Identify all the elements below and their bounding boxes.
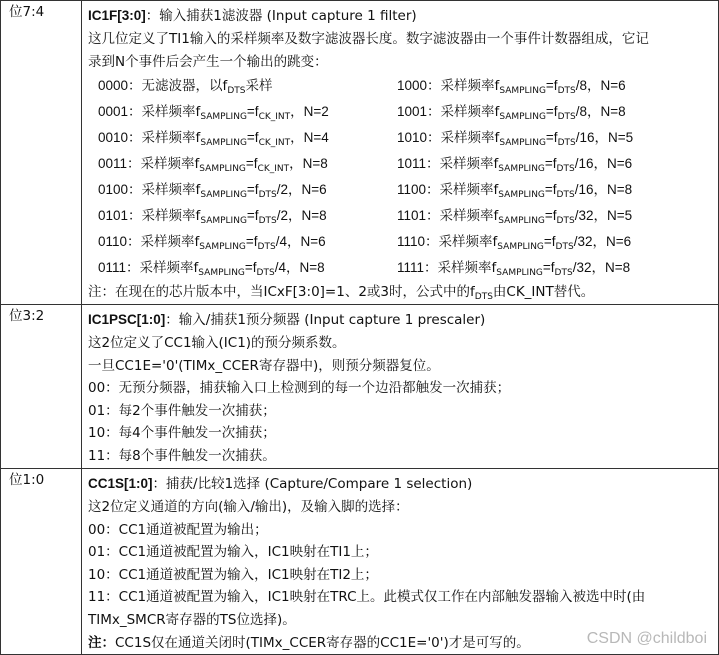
filter-text: =f — [545, 104, 558, 120]
filter-row — [88, 177, 712, 203]
filter-text: 采样频率f — [440, 104, 500, 121]
filter-code: 0010： — [98, 130, 142, 146]
filter-text: =f — [543, 234, 556, 250]
clock-subscript: DTS — [257, 242, 276, 253]
note-label: 注： — [88, 634, 115, 651]
filter-text: =f — [544, 208, 557, 224]
filter-row — [88, 255, 712, 281]
desc-line: 01：每2个事件触发一次捕获； — [88, 402, 276, 419]
filter-text: 采样频率f — [139, 260, 199, 277]
field-title-text: ：捕获/比较1选择 (Capture/Compare 1 selection) — [152, 476, 473, 492]
filter-text: 采样频率f — [140, 156, 200, 173]
filter-divider: /16 — [574, 156, 594, 172]
filter-row — [88, 99, 712, 125]
filter-text: 无滤波器，以f — [141, 78, 228, 95]
filter-code: 1101： — [397, 208, 440, 224]
filter-n: ，N=5 — [593, 208, 633, 224]
note-subscript: DTS — [474, 292, 493, 303]
filter-code: 1111： — [397, 260, 438, 276]
desc-line: 10：CC1通道被配置为输入，IC1映射在TI2上； — [88, 566, 378, 583]
filter-n: ，N=8 — [289, 156, 328, 172]
filter-code: 1001： — [397, 104, 441, 120]
filter-n: ，N=5 — [594, 130, 634, 146]
filter-code: 0100： — [98, 182, 142, 198]
clock-subscript: SAMPLING — [496, 268, 543, 279]
bit-range-label: 位1:0 — [9, 472, 45, 488]
clock-subscript: SAMPLING — [200, 112, 247, 123]
filter-text: =f — [246, 104, 259, 120]
clock-subscript: SAMPLING — [498, 190, 545, 201]
clock-subscript: SAMPLING — [199, 242, 246, 253]
filter-n: ，N=6 — [592, 234, 632, 250]
filter-option — [397, 99, 626, 125]
filter-option — [98, 99, 329, 125]
filter-text: =f — [246, 208, 259, 224]
filter-text: 采样频率f — [439, 156, 499, 173]
filter-n: ，N=8 — [593, 182, 633, 198]
desc-line: 11：CC1通道被配置为输入，IC1映射在TRC上。此模式仅工作在内部触发器输入被选中时(由 — [88, 589, 646, 606]
clock-subscript: DTS — [556, 164, 575, 175]
filter-code: 1100： — [397, 182, 440, 198]
filter-option — [98, 125, 329, 151]
filter-option — [397, 203, 632, 229]
filter-n: ，N=8 — [285, 260, 325, 276]
filter-text: 采样频率f — [438, 234, 498, 251]
bit-range-label: 位3:2 — [9, 308, 45, 324]
filter-row — [88, 203, 712, 229]
filter-text: 采样频率f — [141, 104, 201, 121]
filter-text: =f — [544, 182, 557, 198]
filter-n: ，N=6 — [586, 78, 626, 94]
filter-option — [397, 151, 632, 177]
row-ic1f — [1, 1, 719, 305]
clock-subscript: DTS — [556, 216, 575, 227]
filter-code: 1010： — [397, 130, 441, 146]
desc-line: 10：每4个事件触发一次捕获； — [88, 425, 276, 442]
filter-option — [397, 229, 631, 255]
bit-range-label: 位7:4 — [9, 4, 45, 20]
filter-code: 0000： — [98, 78, 142, 94]
clock-subscript: DTS — [227, 86, 246, 97]
filter-text: 采样频率f — [141, 182, 201, 199]
field-name: IC1F[3:0] — [88, 8, 146, 23]
filter-divider: /32 — [573, 234, 593, 250]
filter-divider: /32 — [572, 260, 592, 276]
filter-text: 采样频率f — [439, 182, 499, 199]
clock-subscript: SAMPLING — [497, 242, 544, 253]
filter-divider: /4 — [274, 260, 286, 276]
filter-divider: /2 — [276, 182, 288, 198]
desc-line: 01：CC1通道被配置为输入，IC1映射在TI1上； — [88, 544, 378, 561]
filter-option — [397, 73, 626, 99]
clock-subscript: SAMPLING — [499, 138, 546, 149]
clock-subscript: CK_INT — [258, 138, 291, 149]
filter-text: =f — [545, 78, 558, 94]
desc-line: 11：每8个事件触发一次捕获。 — [88, 447, 276, 464]
clock-subscript: DTS — [557, 86, 576, 97]
watermark: CSDN @childboi — [586, 630, 707, 647]
filter-text: =f — [245, 234, 258, 250]
filter-option — [397, 125, 633, 151]
field-title-text: ：输入捕获1滤波器 (Input capture 1 filter) — [145, 8, 417, 24]
desc-line: 这2位定义了CC1输入(IC1)的预分频系数。 — [88, 335, 346, 351]
clock-subscript: DTS — [555, 242, 574, 253]
row-ic1psc — [1, 305, 719, 469]
filter-row — [88, 151, 712, 177]
clock-subscript: DTS — [258, 216, 277, 227]
row-cc1s — [1, 469, 719, 655]
desc-line: 一旦CC1E='0'(TIMx_CCER寄存器中)，则预分频器复位。 — [88, 357, 440, 374]
filter-option — [397, 255, 630, 281]
clock-subscript: CK_INT — [258, 112, 291, 123]
filter-code: 1000： — [397, 78, 441, 94]
filter-code: 0001： — [98, 104, 142, 120]
filter-text: 采样频率f — [440, 78, 500, 95]
filter-divider: /32 — [574, 208, 594, 224]
clock-subscript: CK_INT — [257, 164, 290, 175]
filter-divider: /8 — [575, 104, 587, 120]
filter-row — [88, 73, 712, 99]
desc-line: 00：无预分频器，捕获输入口上检测到的每一个边沿都触发一次捕获； — [88, 380, 511, 397]
filter-divider: /4 — [275, 234, 287, 250]
filter-option — [98, 73, 272, 99]
field-name: IC1PSC[1:0] — [88, 312, 166, 327]
filter-divider: /2 — [276, 208, 288, 224]
clock-subscript: SAMPLING — [199, 164, 246, 175]
filter-text: 采样频率f — [439, 208, 499, 225]
filter-n: ，N=2 — [290, 104, 329, 120]
filter-n: ，N=8 — [287, 208, 327, 224]
filter-text: =f — [244, 260, 257, 276]
filter-text: =f — [545, 130, 558, 146]
clock-subscript: SAMPLING — [498, 164, 545, 175]
filter-text: 采样频率f — [437, 260, 497, 277]
note-line — [88, 281, 712, 304]
filter-n: ，N=8 — [591, 260, 631, 276]
clock-subscript: SAMPLING — [198, 268, 245, 279]
clock-subscript: SAMPLING — [200, 216, 247, 227]
field-name: CC1S[1:0] — [88, 476, 153, 491]
note-text: 由CK_INT替代。 — [492, 284, 595, 301]
filter-option — [98, 177, 327, 203]
note-text: 注：在现在的芯片版本中，当ICxF[3:0]=1、2或3时，公式中的f — [88, 284, 475, 301]
filter-n: ，N=6 — [286, 234, 326, 250]
clock-subscript: DTS — [258, 190, 277, 201]
filter-divider: /16 — [575, 130, 595, 146]
desc-line: 这2位定义通道的方向(输入/输出)，及输入脚的选择： — [88, 499, 409, 515]
filter-text: 采样频率f — [440, 130, 500, 147]
filter-text: =f — [542, 260, 555, 276]
filter-option — [98, 203, 327, 229]
filter-code: 1110： — [397, 234, 439, 250]
filter-n: ，N=8 — [586, 104, 626, 120]
desc-line: TIMx_SMCR寄存器的TS位选择)。 — [88, 611, 296, 628]
field-title — [88, 474, 712, 496]
clock-subscript: SAMPLING — [498, 216, 545, 227]
filter-n: ，N=6 — [593, 156, 633, 172]
field-title — [88, 6, 712, 28]
note-text: CC1S仅在通道关闭时(TIMx_CCER寄存器的CC1E='0')才是可写的。 — [115, 634, 530, 651]
filter-text: 采样频率f — [141, 208, 201, 225]
filter-option — [98, 229, 326, 255]
filter-code: 0101： — [98, 208, 142, 224]
field-title — [88, 310, 712, 332]
intro-line: 这几位定义了TI1输入的采样频率及数字滤波器长度。数字滤波器由一个事件计数器组成，它记 — [88, 31, 649, 47]
clock-subscript: DTS — [556, 190, 575, 201]
filter-code: 0011： — [98, 156, 141, 172]
filter-option — [98, 255, 325, 281]
filter-option — [397, 177, 632, 203]
field-title-text: ：输入/捕获1预分频器 (Input capture 1 prescaler) — [165, 312, 486, 328]
filter-code: 0111： — [98, 260, 140, 276]
filter-text: 采样频率f — [140, 234, 200, 251]
filter-divider: /8 — [575, 78, 587, 94]
filter-code: 1011： — [397, 156, 440, 172]
filter-row — [88, 125, 712, 151]
intro-line: 录到N个事件后会产生一个输出的跳变： — [88, 53, 328, 70]
clock-subscript: DTS — [557, 138, 576, 149]
filter-text: 采样频率f — [141, 130, 201, 147]
desc-line: 00：CC1通道被配置为输出； — [88, 521, 268, 538]
filter-code: 0110： — [98, 234, 141, 250]
clock-subscript: SAMPLING — [499, 112, 546, 123]
filter-text: =f — [544, 156, 557, 172]
filter-n: ，N=6 — [287, 182, 327, 198]
filter-row — [88, 229, 712, 255]
filter-text: =f — [246, 182, 259, 198]
filter-text: =f — [246, 130, 259, 146]
filter-text: 采样 — [245, 78, 273, 95]
clock-subscript: SAMPLING — [499, 86, 546, 97]
clock-subscript: DTS — [557, 112, 576, 123]
filter-grid — [88, 73, 712, 281]
clock-subscript: DTS — [256, 268, 275, 279]
clock-subscript: DTS — [554, 268, 573, 279]
filter-n: ，N=4 — [290, 130, 329, 146]
clock-subscript: SAMPLING — [200, 190, 247, 201]
filter-option — [98, 151, 328, 177]
clock-subscript: SAMPLING — [200, 138, 247, 149]
filter-text: =f — [245, 156, 258, 172]
filter-divider: /16 — [574, 182, 594, 198]
